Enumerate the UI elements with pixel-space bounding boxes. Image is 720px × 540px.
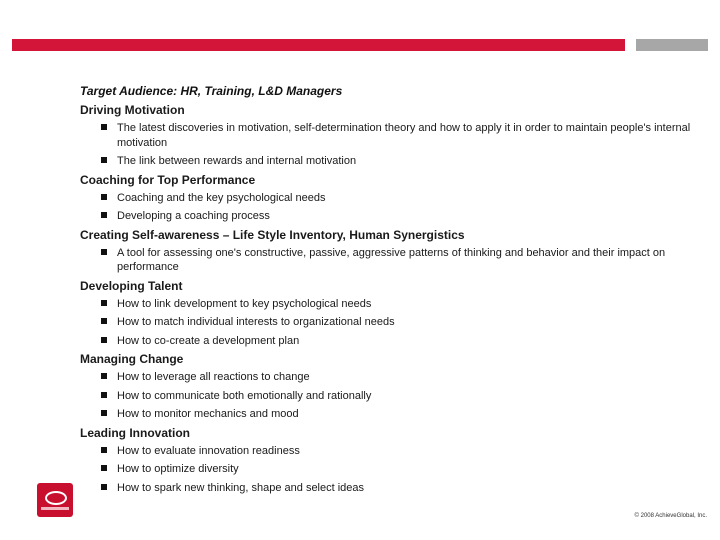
bullet-item	[80, 207, 710, 226]
bullet-item	[80, 189, 710, 208]
section-heading: Creating Self-awareness – Life Style Inventory, Human Synergistics	[80, 227, 465, 242]
bullet-item	[80, 387, 710, 406]
bullet-item	[80, 442, 710, 461]
square-bullet-icon	[101, 124, 107, 130]
copyright-notice: © 2008 AchieveGlobal, Inc.	[634, 513, 707, 519]
section-heading: Driving Motivation	[80, 103, 185, 117]
section-heading: Managing Change	[80, 352, 184, 366]
bullet-item	[80, 313, 710, 332]
square-bullet-icon	[101, 337, 107, 343]
footer-tagline-graphic	[82, 489, 162, 509]
bullet-text: Coaching and the key psychological needs	[117, 191, 326, 204]
bullet-item	[80, 152, 710, 171]
slide-content	[80, 82, 710, 497]
section-heading: Coaching for Top Performance	[80, 172, 256, 187]
section	[80, 350, 710, 424]
title-bar-grey	[636, 39, 708, 51]
square-bullet-icon	[101, 212, 107, 218]
bullet-item	[80, 405, 710, 424]
bullet-item	[80, 332, 710, 351]
section-heading: Developing Talent	[80, 278, 183, 293]
square-bullet-icon	[101, 194, 107, 200]
bullet-item	[80, 244, 710, 277]
section-heading: Leading Innovation	[80, 425, 190, 440]
bullet-text: The latest discoveries in motivation, self-determination theory and how to apply it in order to maintain people's internal motivation	[117, 122, 691, 149]
bullet-item	[80, 119, 710, 152]
bullet-text: How to spark new thinking, shape and select ideas	[117, 481, 365, 494]
bullet-text: A tool for assessing one's constructive, passive, aggressive patterns of thinking and behavior and their impact on performance	[117, 246, 666, 273]
bullet-item	[80, 368, 710, 387]
logo-wordmark	[41, 507, 69, 510]
section-list	[80, 101, 710, 497]
section	[80, 226, 710, 277]
square-bullet-icon	[101, 318, 107, 324]
bullet-text: How to co-create a development plan	[117, 334, 300, 347]
square-bullet-icon	[101, 249, 107, 255]
section	[80, 424, 710, 498]
bullet-text: How to monitor mechanics and mood	[117, 408, 299, 420]
bullet-text: How to leverage all reactions to change	[117, 371, 310, 383]
company-logo	[37, 483, 73, 517]
square-bullet-icon	[101, 392, 107, 398]
bullet-text: How to match individual interests to organizational needs	[117, 316, 395, 328]
bullet-text: How to evaluate innovation readiness	[117, 444, 300, 457]
bullet-text: The link between rewards and internal motivation	[117, 155, 357, 167]
bullet-text: How to link development to key psychological needs	[117, 297, 372, 310]
title-bar-red	[12, 39, 625, 51]
section	[80, 101, 710, 171]
section	[80, 277, 710, 351]
bullet-item	[80, 479, 710, 498]
square-bullet-icon	[101, 410, 107, 416]
logo-ring-icon	[45, 491, 67, 505]
bullet-text: Developing a coaching process	[117, 210, 270, 222]
bullet-text: How to communicate both emotionally and rationally	[117, 389, 372, 402]
bullet-text: How to optimize diversity	[117, 463, 239, 475]
bullet-item	[80, 460, 710, 479]
square-bullet-icon	[101, 373, 107, 379]
square-bullet-icon	[101, 465, 107, 471]
section	[80, 171, 710, 226]
square-bullet-icon	[101, 300, 107, 306]
target-audience: Target Audience: HR, Training, L&D Managers	[80, 84, 343, 98]
square-bullet-icon	[101, 447, 107, 453]
square-bullet-icon	[101, 157, 107, 163]
bullet-item	[80, 295, 710, 314]
